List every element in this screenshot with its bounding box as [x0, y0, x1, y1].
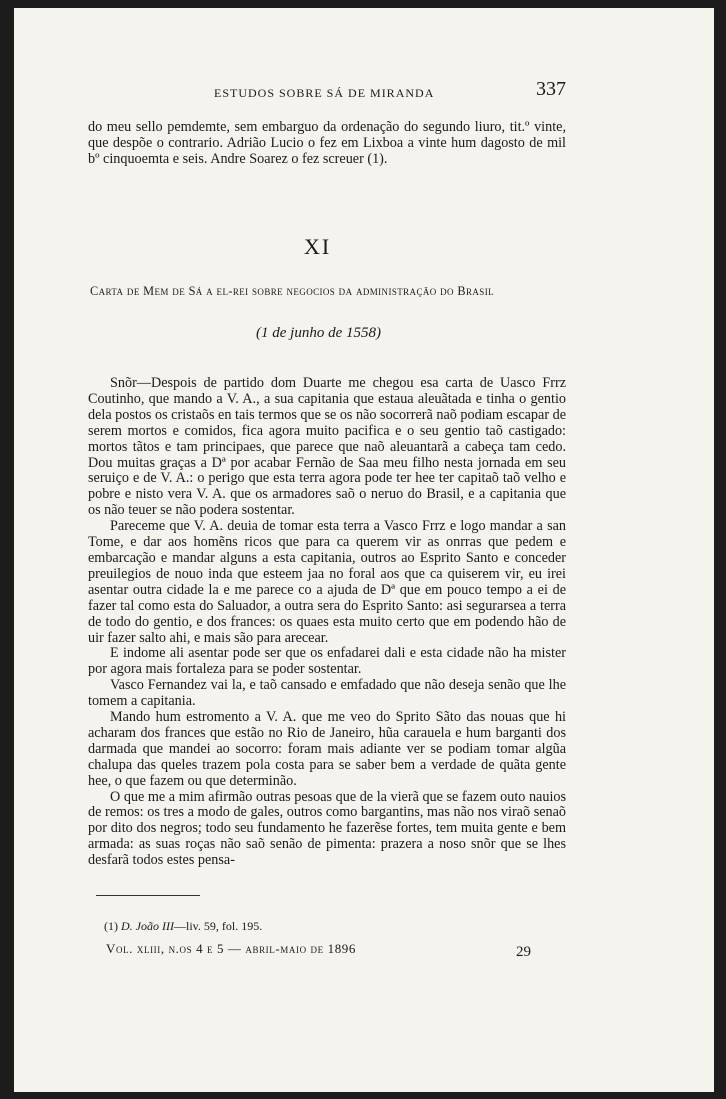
chapter-numeral: XI [304, 234, 332, 259]
footnote-reference: —liv. 59, fol. 195. [173, 919, 263, 933]
signature-line [106, 941, 356, 957]
sheet-number: 29 [516, 944, 531, 960]
footnote-marker: (1) [104, 919, 118, 933]
letter-paragraph: O que me a mim afirmão outras pesoas que de la vierã que se fazem outo nauios de remos: os tres a modo de gales, outros como bargantins, mas não nos viraõ senaõ por dito dos negros; todo seu fundamento he fazerẽse fortes, tem muita gente e bem armada: as suas roças não saõ senão de pimenta: prazera a noso snõr que se lhes desfarã todos estes pensa- [88, 788, 566, 869]
letter-paragraph: Pareceme que V. A. deuia de tomar esta terra a Vasco Frrz e logo mandar a san Tome, e dar aos homẽns ricos que para ca querem vir as onrras que pedem e embarcação e mandar alguns a esta capitania, outros ao Esprito Santo e conceder preuilegios de nouo inda que esteem jaa no foral aos que ca quiserem vir, eu irei asentar outra cidade la e me parece co a ajuda de Dª que em pouco tempo a ei de fazer tal como esta do Saluador, a outra sera do Esprito Santo: asi segurarsea a terra de todo do gentio, e dos frances: os quaes esta muito certo que em podendo hão de uir fazer salto ahi, e mais são para arecear. [88, 518, 566, 646]
letter-paragraph: E indome ali asentar pode ser que os enfadarei dali e esta cidade não ha mister por agora mais fortaleza para se poder sostentar. [88, 645, 566, 678]
letter-title [90, 284, 494, 299]
letter-paragraph: Vasco Fernandez vai la, e taõ cansado e emfadado que não deseja senão que lhe tomem a capitania. [88, 677, 566, 710]
footnote [104, 919, 262, 934]
volume-line: Vol. xliii, n.os 4 e 5 — abril-maio de 1896 [106, 941, 356, 956]
letter-title-text: Carta de Mem de Sá a el-rei sobre negocios da administração do Brasil [90, 284, 494, 298]
intro-paragraph: do meu sello pemdemte, sem embarguo da ordenação do segundo liuro, tit.º vinte, que despõe o contrario. Adrião Lucio o fez em Lixboa a vinte hum dagosto de mil bº cinquoemta e seis. Andre Soarez o fez screuer (1). [88, 119, 566, 167]
letter-body [88, 376, 566, 869]
intro-text [88, 120, 566, 168]
footnote-title: D. João III [121, 919, 174, 933]
page-number: 337 [536, 78, 566, 100]
letter-paragraph: Snõr—Despois de partido dom Duarte me chegou esa carta de Uasco Frrz Coutinho, que mando a V. A., a sua capitania que estaua aleuãtada e tinha o gentio dela postos os cristaõs en tais termos que se os não socorrerã naõ podiam escapar de serem mortos e comidos, fica agora muito pacifica e o seu gentio taõ castigado: mortos tãtos e tam principaes, que parece que naõ aleuantarã a cabeça tam cedo. Dou muitas graças a Dª por acabar Fernão de Saa meu filho nesta jornada em seu seruiço e de V. A.: o perigo que esta terra agora pode ter hee ter capitaõ taõ velho e pobre e nisto vera V. A. que os armadores saõ o neruo do Brasil, e a capitania que os não teuer se não podera sostentar. [88, 375, 566, 519]
running-head: ESTUDOS SOBRE SÁ DE MIRANDA [214, 86, 435, 100]
letter-date: (1 de junho de 1558) [256, 325, 381, 341]
letter-paragraph: Mando hum estromento a V. A. que me veo do Sprito Sãto das nouas que hi acharam dos frances que estão no Rio de Janeiro, hũa carauela e hum barganti dos darmada que mandei ao socorro: foram mais adiante ver se podiam tomar algũa chalupa das queles trazem pola costa para se saber bem a verdade de quãta gente hee, o que fazem ou que determinão. [88, 709, 566, 789]
document-page [14, 8, 714, 1092]
footnote-rule [96, 895, 200, 896]
